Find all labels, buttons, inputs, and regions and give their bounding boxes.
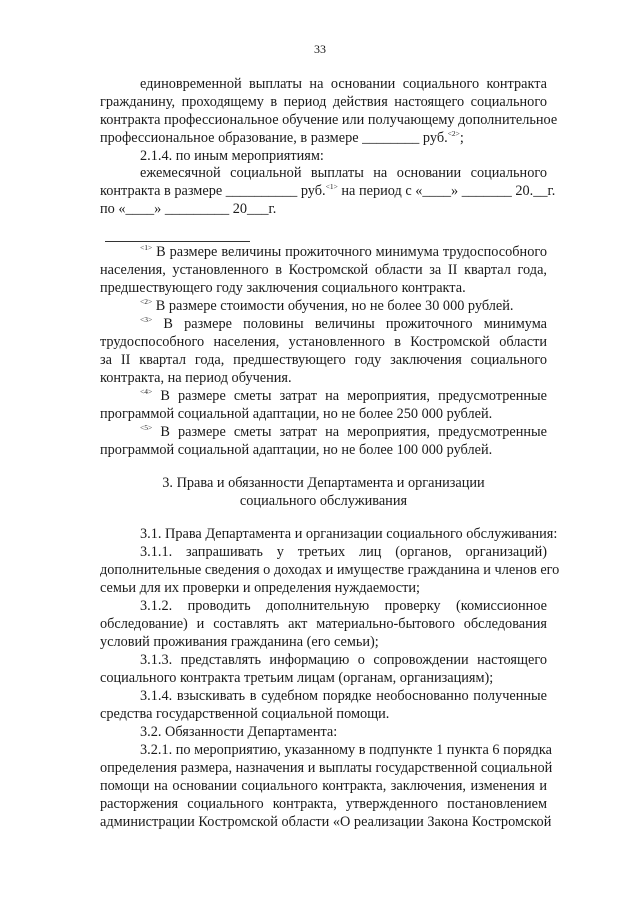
- footnote-line: $^{<3>}$ В размере половины величины прожиточного минимума: [140, 315, 547, 332]
- text-line: администрации Костромской области «О реализации Закона Костромской: [100, 814, 552, 830]
- section-heading: 3. Права и обязанности Департамента и организации: [162, 475, 485, 491]
- footnote-separator: [105, 241, 250, 242]
- text-line: 3.1.3. представлять информацию о сопровождении настоящего: [140, 652, 547, 668]
- section-heading: социального обслуживания: [239, 493, 408, 509]
- text-line: единовременной выплаты на основании социального контракта: [140, 76, 547, 92]
- text-line: 3.2. Обязанности Департамента:: [140, 724, 338, 740]
- text-line: помощи на основании социального контракта, заключения, изменения и: [100, 778, 547, 794]
- text-line: обследование) и составлять акт материально-бытового обследования: [100, 616, 547, 632]
- footnote-line: $^{<2>}$ В размере стоимости обучения, но не более 30 000 рублей.: [140, 297, 514, 314]
- text-line: по «____» _________ 20___г.: [100, 201, 277, 217]
- footnote-line: за II квартал года, предшествующего году заключения социального: [100, 352, 547, 368]
- footnote-line: программой социальной адаптации, но не более 100 000 рублей.: [100, 442, 493, 458]
- footnote-line: $^{<5>}$ В размере сметы затрат на мероприятия, предусмотренные: [140, 423, 547, 440]
- text-line: условий проживания гражданина (его семьи);: [100, 634, 379, 650]
- text-line: контракта в размере __________ руб.$^{<1>}$ на период с «____» _______ 20.__г.: [100, 182, 556, 199]
- text-line: контракта профессиональное обучение или получающему дополнительное: [100, 112, 558, 128]
- text-line: определения размера, назначения и выплаты государственной социальной: [100, 760, 553, 776]
- text-line: 3.1.4. взыскивать в судебном порядке необоснованно полученные: [140, 688, 547, 704]
- text-line: средства государственной социальной помощи.: [100, 706, 390, 722]
- text-line: 3.1.1. запрашивать у третьих лиц (органов, организаций): [140, 544, 547, 560]
- page-number: 33: [314, 42, 326, 56]
- text-line: расторжения социального контракта, утвержденного постановлением: [100, 796, 547, 812]
- text-line: 3.1. Права Департамента и организации социального обслуживания:: [140, 526, 558, 542]
- footnote-line: $^{<1>}$ В размере величины прожиточного минимума трудоспособного: [140, 243, 547, 260]
- text-line: социального контракта третьим лицам (органам, организациям);: [100, 670, 494, 686]
- footnote-line: программой социальной адаптации, но не более 250 000 рублей.: [100, 406, 493, 422]
- footnote-line: населения, установленного в Костромской области за II квартал года,: [100, 262, 547, 278]
- text-line: семьи для их проверки и определения нуждаемости;: [100, 580, 420, 596]
- footnote-ref: <2>: [447, 129, 460, 138]
- footnote-line: трудоспособного населения, установленного в Костромской области: [100, 334, 547, 350]
- text-line: дополнительные сведения о доходах и имуществе гражданина и членов его: [100, 562, 560, 578]
- text-line: 3.2.1. по мероприятию, указанному в подпункте 1 пункта 6 порядка: [140, 742, 552, 758]
- footnote-line: $^{<4>}$ В размере сметы затрат на мероприятия, предусмотренные: [140, 387, 547, 404]
- text-line: 3.1.2. проводить дополнительную проверку (комиссионное: [140, 598, 547, 614]
- text-line: профессиональное образование, в размере ________ руб.$^{<2>}$;: [100, 129, 464, 146]
- footnote-ref: <1>: [325, 182, 338, 191]
- text-line: ежемесячной социальной выплаты на основании социального: [140, 165, 547, 181]
- footnote-line: контракта, на период обучения.: [100, 370, 292, 386]
- text-line: 2.1.4. по иным мероприятиям:: [140, 148, 324, 164]
- footnote-line: предшествующего году заключения социального контракта.: [100, 280, 466, 296]
- text-line: гражданину, проходящему в период действия настоящего социального: [100, 94, 547, 110]
